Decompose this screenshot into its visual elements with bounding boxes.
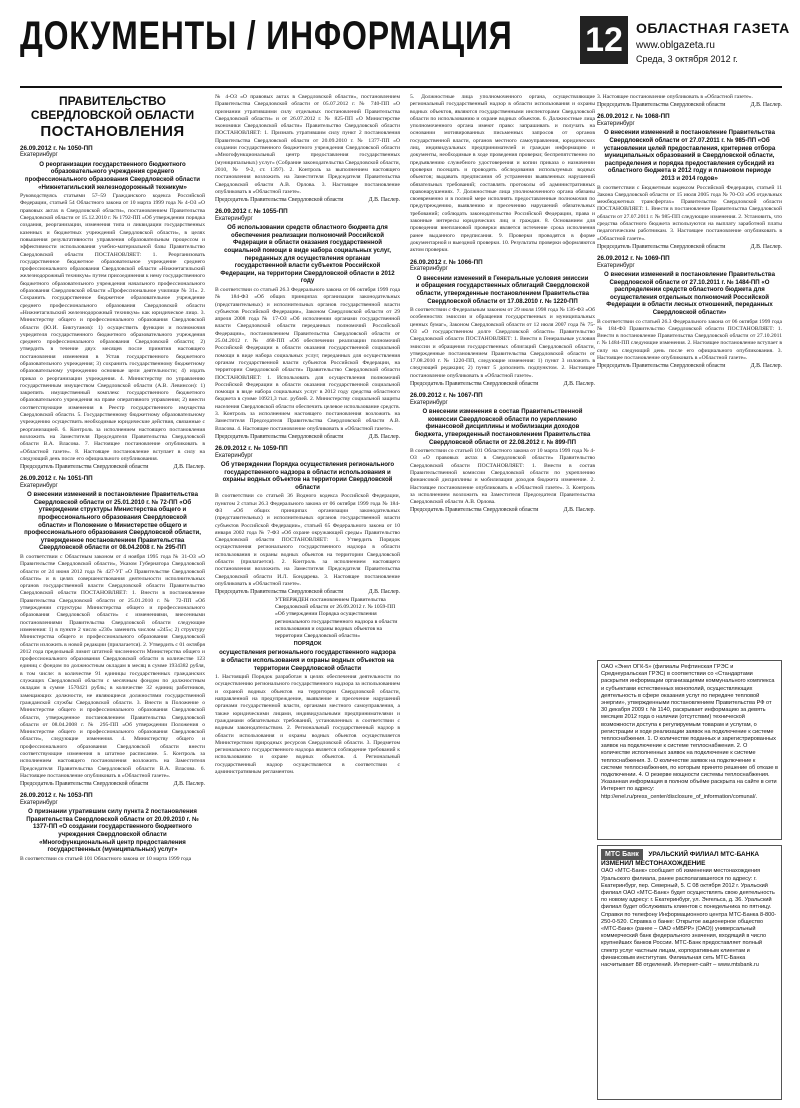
column-4 bbox=[597, 94, 782, 654]
doc-place: Екатеринбург bbox=[20, 152, 58, 159]
doc-body: 5. Должностные лица уполномоченного органа, осуществляющие региональный государственный надзор в области использования и охраны водных объектов, являются государственными инспекторами Свердловской области по использованию и охране водных объектов. 6. Должностные лица уполномоченного органа имеют право: запрашивать и получать на основании мотивированных письменных запросов от органов государственной власти, органов местного самоуправления, юридических лиц, индивидуальных предпринимателей и граждан информацию и документы, необходимые в ходе проведения проверки; беспрепятственно по предъявлению служебного удостоверения и копии приказа о назначении проверки посещать и проводить обследования используемых водных объектов; выдавать предписания об устранении выявленных нарушений обязательных требований; составлять протоколы об административных правонарушениях. 7. Должностные лица уполномоченного органа обязаны своевременно и в полной мере исполнять предоставленные полномочия по предупреждению, выявлению и пресечению нарушений обязательных требований; соблюдать законодательство Российской Федерации, права и законные интересы юридических лиц и граждан. 8. Основанием для проведения внеплановой проверки является истечение срока исполнения ранее выданного предписания. 9. Проверки проводятся в форме документарной и выездной проверки. 10. Результаты проверки оформляются актом проверки. bbox=[410, 94, 595, 254]
doc-title: О внесении изменений в Генеральные условия эмиссии и обращения государственных облигаций Свердловской области, утвержденные постановлением Правительства Свердловской области от 17.08.2010 г. № 1220-ПП bbox=[415, 274, 590, 305]
column-3 bbox=[410, 94, 595, 1094]
doc-number: 26.09.2012 г. № 1055-ПП bbox=[215, 208, 288, 216]
doc-number: 26.09.2012 г. № 1068-ПП bbox=[597, 113, 670, 121]
doc-place: Екатеринбург bbox=[597, 121, 635, 128]
signature-role: Председатель Правительства Свердловской области bbox=[597, 101, 726, 108]
page-number: 12 bbox=[580, 16, 628, 64]
signature-name: Д.В. Паслер. bbox=[750, 101, 782, 108]
signature-name: Д.В. Паслер. bbox=[563, 507, 595, 514]
doc-title: О внесении изменений в постановление Правительства Свердловской области от 25.01.2010 г. № 72-ПП «Об утверждении структуры Министерства общего и профессионального образования Свердловской области» и Положение о Министерстве общего и профессионального образования Свердловской области, утвержденное постановлением Правительства Свердловской области от 08.04.2008 г. № 295-ПП bbox=[24, 491, 201, 552]
signature-role: Председатель Правительства Свердловской области bbox=[215, 196, 344, 203]
signature-role: Председатель Правительства Свердловской области bbox=[597, 362, 726, 369]
issue-date: Среда, 3 октября 2012 г. bbox=[636, 54, 738, 64]
doc-place: Екатеринбург bbox=[215, 215, 253, 222]
signature-role: Председатель Правительства Свердловской области bbox=[410, 380, 539, 387]
doc-body: В соответствии с Бюджетным кодексом Российской Федерации, статьей 11 Закона Свердловской области от 15 июля 2005 года № 70-ОЗ «Об отдельных межбюджетных трансфертах» Правительство Свердловской области ПОСТАНОВЛЯЕТ: 1. Внести в постановление Правительства Свердловской области от 27.07.2011 г. № 985-ПП следующие изменения. 2. Установить, что средства областного бюджета используются на выплату заработной платы педагогическим работникам. 3. Настоящее постановление опубликовать в «Областной газете». bbox=[597, 184, 782, 242]
signature-role: Председатель Правительства Свердловской области bbox=[215, 433, 344, 440]
doc-body: В соответствии со статьей 26.3 Федерального закона от 06 октября 1999 года № 184-ФЗ «Об общих принципах организации законодательных (представительных) и исполнительных органов государственной власти субъектов Российской Федерации», Законом Свердловской области от 29 апреля 2008 года № 17-ОЗ «Об исполнении органами государственной власти Свердловской области переданных полномочий Российской Федерации», постановлением Правительства Свердловской области от 25.04.2012 г. № 468-ПП «Об обеспечении реализации полномочий Российской Федерации в области оказания государственной социальной помощи в виде набора социальных услуг, переданных для осуществления органам государственной власти субъектов Российской Федерации, на территории Свердловской области» Правительство Свердловской области ПОСТАНОВЛЯЕТ: 1. Использовать для осуществления полномочий Российской Федерации в области оказания государственной социальной помощи в виде набора социальных услуг в 2012 году средства областного бюджета в сумме 10921,3 тыс. рублей. 2. Министерству социальной защиты населения Свердловской области обеспечить целевое использование средств. 3. Контроль за исполнением настоящего постановления возложить на Заместителя Председателя Правительства Свердловской области А.В. Власова. 4. Настоящее постановление опубликовать в «Областной газете». bbox=[215, 286, 400, 432]
doc-place: Екатеринбург bbox=[410, 266, 448, 273]
doc-title: О признании утратившим силу пункта 2 постановления Правительства Свердловской области от 20.09.2010 г. № 1377-ПП «О создании государственного бюджетного учреждения Свердловской области «Многофункциональный центр предоставления государственных (муниципальных) услуг» bbox=[26, 808, 199, 854]
doc-number: 26.09.2012 г. № 1050-ПП bbox=[20, 144, 93, 152]
signature-role: Председатель Правительства Свердловской области bbox=[20, 463, 149, 470]
doc-place: Екатеринбург bbox=[410, 399, 448, 406]
resolutions-heading: ПОСТАНОВЛЕНИЯ bbox=[40, 122, 185, 140]
doc-place: Екатеринбург bbox=[597, 262, 635, 269]
signature-name: Д.В. Паслер. bbox=[173, 463, 205, 470]
doc-signature bbox=[410, 507, 595, 514]
order-title: осуществления регионального государственного надзора в области использования и охраны водных объектов на территории Свердловской области bbox=[219, 649, 396, 672]
doc-body: 3. Настоящее постановление опубликовать в «Областной газете». bbox=[597, 94, 753, 100]
doc-body: В соответствии с Областным законом от 4 ноября 1995 года № 31-ОЗ «О Правительстве Свердловской области», Указом Губернатора Свердловской области от 24 июня 2012 года № 427-УГ «О Правительстве Свердловской области» и в целях совершенствования деятельности исполнительных органов государственной власти Свердловской области Правительство Свердловской области ПОСТАНОВЛЯЕТ: 1. Внести в постановление Правительства Свердловской области от 25.01.2010 г. № 72-ПП «Об утверждении структуры Министерства общего и профессионального образования Свердловской области» с изменениями, внесенными постановлениями Правительства Свердловской области следующие изменения: 1) в пункте 2 число «230» заменить числом «245»; 2) структуру Министерства общего и профессионального образования Свердловской области изложить в новой редакции (прилагается). 2. Утвердить с 01 октября 2012 года предельный лимит штатной численности Министерства общего и профессионального образования Свердловской области в количестве 123 единиц с фондом по должностным окладам в месяц в сумме 1934382 рубля, в том числе: в количестве 91 единицы государственных гражданских служащих Свердловской области с месячным фондом по должностным окладам в сумме 1570421 рубль; в количестве 32 единиц работников, замещающих должности, не являющиеся должностями государственной гражданской службы Свердловской области. 3. Внести в Положение о Министерстве общего и профессионального образования Свердловской области, утвержденное постановлением Правительства Свердловской области от 08.04.2008 г. № 295-ПП «Об утверждении Положения о Министерстве общего и профессионального образования Свердловской области», следующие изменения. 4. Министерству общего и профессионального образования Свердловской области внести соответствующие изменения в штатное расписание. 5. Контроль за исполнением настоящего постановления возложить на Заместителя Председателя Правительства Свердловской области В.А. Власова. 6. Настоящее постановление опубликовать в «Областной газете». bbox=[20, 553, 205, 779]
doc-number: 26.09.2012 г. № 1059-ПП bbox=[215, 444, 288, 452]
doc-place: Екатеринбург bbox=[20, 482, 58, 489]
signature-role: Председатель Правительства Свердловской области bbox=[410, 507, 539, 514]
doc-signature bbox=[215, 589, 400, 596]
section-title: ДОКУМЕНТЫ / ИНФОРМАЦИЯ bbox=[20, 14, 513, 58]
signature-name: Д.В. Паслер. bbox=[368, 196, 400, 203]
column-2 bbox=[215, 94, 400, 1094]
ad-header bbox=[601, 849, 778, 868]
doc-number: 26.09.2012 г. № 1067-ПП bbox=[410, 391, 483, 399]
doc-title: Об утверждении Порядка осуществления регионального государственного надзора в области использования и охраны водных объектов на территории Свердловской области bbox=[220, 461, 395, 491]
doc-signature bbox=[215, 434, 400, 441]
doc-place: Екатеринбург bbox=[20, 799, 58, 806]
enel-advertisement bbox=[597, 660, 782, 840]
mts-bank-advertisement bbox=[597, 845, 782, 1100]
doc-signature bbox=[20, 781, 205, 788]
signature-name: Д.В. Паслер. bbox=[750, 362, 782, 369]
doc-body: В соответствии со статьей 26.3 Федерального закона от 06 октября 1999 года № 184-ФЗ Правительство Свердловской области ПОСТАНОВЛЯЕТ: 1. Внести в постановление Правительства Свердловской области от 27.10.2011 г. № 1484-ПП следующие изменения. 2. Настоящее постановление вступает в силу на следующий день после его официального опубликования. 3. Настоящее постановление опубликовать в «Областной газете». bbox=[597, 318, 782, 362]
doc-signature bbox=[410, 381, 595, 388]
ad-body: ОАО «Энел ОГК-5» (филиалы Рефтинская ГРЭС и Среднеуральская ГРЭС) в соответствии со «Стандартами раскрытия информации организациями коммунального комплекса и субъектами естественных монополий, осуществляющих деятельность в сфере оказания услуг по передаче тепловой энергии», утвержденными постановлением Правительства РФ от 30 декабря 2009 г. № 1140, раскрывает информацию за девять месяцев 2012 года о наличии (отсутствии) технической возможности доступа к регулируемым товарам и услугам, о регистрации и ходе реализации заявок на подключение к системе теплоснабжения. 1. О количестве поданных и зарегистрированных заявок на подключение к системе теплоснабжения. 2. О количестве исполненных заявок на подключение к системе теплоснабжения. 3. О количестве заявок на подключение к системе теплоснабжения, по которым принято решение об отказе в подключении. 4. О резерве мощности системы теплоснабжения. Указанная информация в полном объёме раскрыта на сайте в сети Интернет по адресу: http://enel.ru/press_center/disclosure_of_information/comunal/. bbox=[601, 664, 779, 800]
ad-body: ОАО «МТС-Банк» сообщает об изменении местонахождения Уральского филиала, ранее располагавшегося по адресу: г. Екатеринбург, пер. Северный, 5. С 08 октября 2012 г. Уральский филиал ОАО «МТС-Банк» будет осуществлять свою деятельность по новому адресу: г. Екатеринбург, ул. Энгельса, д. 36. Уральский филиал будет обслуживать клиентов с понедельника по пятницу. Справки по телефону Информационного центра МТС-Банка 8-800-250-0-520. Справка о банке: Открытое акционерное общество «МТС-Банк» (ранее – ОАО «МБРР» (ОАО)) универсальный коммерческий банк федерального значения, входящий в число крупнейших банков России. МТС-Банк предоставляет полный спектр услуг частным лицам, корпоративным клиентам и финансовым институтам. Филиальная сеть МТС-Банка насчитывает 88 отделений. Интернет-сайт – www.mtsbank.ru bbox=[601, 868, 777, 969]
signature-name: Д.В. Паслер. bbox=[368, 433, 400, 440]
signature-role: Председатель Правительства Свердловской области bbox=[215, 588, 344, 595]
doc-body: В соответствии со статьей 101 Областного закона от 10 марта 1999 года № 4-ОЗ «О правовых актах в Свердловской области» Правительство Свердловской области ПОСТАНОВЛЯЕТ: 1. Внести в состав Правительственной комиссии Свердловской области по укреплению финансовой дисциплины и мобилизации доходов бюджета изменение. 2. Настоящее постановление опубликовать в «Областной газете». 3. Контроль за исполнением возложить на Заместителя Председателя Правительства Свердловской области А.В. Орлова. bbox=[410, 448, 595, 506]
approval-note: УТВЕРЖДЕН постановлением Правительства Свердловской области от 26.09.2012 г. № 1059-ПП «Об утверждении Порядка осуществления регионального государственного надзора в области использования и охраны водных объектов на территории Свердловской области» bbox=[275, 596, 398, 640]
doc-signature bbox=[597, 363, 782, 370]
doc-number: 26.09.2012 г. № 1066-ПП bbox=[410, 258, 483, 266]
doc-title: О внесении изменения в состав Правительственной комиссии Свердловской области по укреплению финансовой дисциплины и мобилизации доходов бюджета, утвержденный постановлением Правительства Свердловской области от 22.08.2012 г. № 899-ПП bbox=[414, 408, 591, 446]
order-heading: ПОРЯДОК bbox=[293, 641, 322, 648]
government-heading: ПРАВИТЕЛЬСТВО СВЕРДЛОВСКОЙ ОБЛАСТИ bbox=[30, 94, 195, 122]
doc-body: В соответствии со статьей 36 Водного кодекса Российской Федерации, пунктом 2 статьи 26.3 Федерального закона от 06 октября 1999 года № 184-ФЗ «Об общих принципах организации законодательных (представительных) и исполнительных органов государственной власти субъектов Российской Федерации», статьей 65 Федерального закона от 10 января 2002 года № 7-ФЗ «Об охране окружающей среды» Правительство Свердловской области ПОСТАНОВЛЯЕТ: 1. Утвердить Порядок осуществления регионального государственного надзора в области использования и охраны водных объектов на территории Свердловской области (прилагается). 2. Контроль за исполнением настоящего постановления возложить на Заместителя Председателя Правительства Свердловской области И.Л. Бондарева. 3. Настоящее постановление опубликовать в «Областной газете». bbox=[215, 493, 400, 587]
doc-place: Екатеринбург bbox=[215, 452, 253, 459]
doc-body: В соответствии с Федеральным законом от 29 июля 1998 года № 136-ФЗ «Об особенностях эмиссии и обращения государственных и муниципальных ценных бумаг», Законом Свердловской области от 12 июля 2007 года № 75-ОЗ «О государственном долге Свердловской области» Правительство Свердловской области ПОСТАНОВЛЯЕТ: 1. Внести в Генеральные условия эмиссии и обращения государственных облигаций Свердловской области, утвержденные постановлением Правительства Свердловской области от 17.08.2010 г. № 1220-ПП, следующие изменения: 1) пункт 3 изложить в следующей редакции; 2) пункт 5 дополнить подпунктом. 2. Настоящее постановление опубликовать в «Областной газете». bbox=[410, 307, 595, 379]
doc-number: 26.09.2012 г. № 1051-ПП bbox=[20, 475, 93, 483]
ad-headline: УРАЛЬСКИЙ ФИЛИАЛ МТС-БАНКА ИЗМЕНИЛ МЕСТОНАХОЖДЕНИЕ bbox=[601, 851, 760, 868]
order-body: 1. Настоящий Порядок разработан в целях обеспечения деятельности по осуществлению регионального государственного надзора за использованием и охраной водных объектов на территории Свердловской области, направленной на предупреждение, выявление и пресечение нарушений органами государственной власти, органами местного самоуправления, а также юридическими лицами, индивидуальными предпринимателями и гражданами обязательных требований, установленных в соответствии с водным законодательством. 2. Региональный государственный надзор в области использования и охраны водных объектов осуществляется Министерством природных ресурсов Свердловской области. 3. Предметом регионального государственного надзора является соблюдение требований к использованию и охране водных объектов. 4. Региональный государственный надзор осуществляется в соответствии с административным регламентом. bbox=[215, 674, 400, 776]
doc-signature bbox=[597, 244, 782, 251]
doc-number: 26.09.2012 г. № 1069-ПП bbox=[597, 254, 670, 262]
signature-name: Д.В. Паслер. bbox=[173, 780, 205, 787]
signature-name: Д.В. Паслер. bbox=[750, 243, 782, 250]
doc-title: О реорганизации государственного бюджетного образовательного учреждения среднего профессионального образования Свердловской области «Нижнетагильский железнодорожный техникум» bbox=[24, 160, 201, 191]
signature-role: Председатель Правительства Свердловской области bbox=[20, 780, 149, 787]
doc-number: 26.09.2012 г. № 1053-ПП bbox=[20, 792, 93, 800]
doc-title: О внесении изменений в постановление Правительства Свердловской области от 27.07.2011 г. № 985-ПП «Об установлении целей предоставления, критериев отбора муниципальных образований в Свердловской области, распределения и порядка предоставления субсидий из областного бюджета в 2012 году и плановом периоде 2013 и 2014 годов» bbox=[603, 129, 776, 182]
column-1 bbox=[20, 94, 205, 1094]
doc-signature bbox=[597, 102, 782, 109]
doc-body: № 4-ОЗ «О правовых актах в Свердловской области», постановлением Правительства Свердловской области от 05.07.2012 г. № 740-ПП «О признании утратившими силу отдельных постановлений Правительства Свердловской области» и от 26.07.2012 г. № 825-ПП «О Министерстве экономики Свердловской области» Правительство Свердловской области ПОСТАНОВЛЯЕТ: 1. Признать утратившим силу пункт 2 постановления Правительства Свердловской области от 20.09.2010 г. № 1377-ПП «О создании государственного бюджетного учреждения Свердловской области «Многофункциональный центр предоставления государственных (муниципальных) услуг» (Собрание законодательства Свердловской области, 2010, № 9-2, ст. 1397). 2. Контроль за выполнением настоящего постановления возложить на Заместителя Председателя Правительства Свердловской области А.В. Орлова. 3. Настоящее постановление опубликовать в «Областной газете». bbox=[215, 94, 400, 195]
doc-title: Об использовании средств областного бюджета для обеспечения реализации полномочий Российской Федерации в области оказания государственной социальной помощи в виде набора социальных услуг, переданных для осуществления органам государственной власти субъектов Российской Федерации, на территории Свердловской области в 2012 году bbox=[220, 224, 395, 285]
masthead bbox=[20, 14, 790, 88]
signature-name: Д.В. Паслер. bbox=[368, 588, 400, 595]
signature-role: Председатель Правительства Свердловской области bbox=[597, 243, 726, 250]
doc-signature bbox=[20, 464, 205, 471]
doc-title: О внесении изменений в постановление Правительства Свердловской области от 27.10.2011 г. № 1484-ПП «О распределении средств областного бюджета для осуществления отдельных полномочий Российской Федерации в области лесных отношений, переданных Свердловской области» bbox=[604, 270, 775, 316]
doc-body: В соответствии со статьей 101 Областного закона от 10 марта 1999 года bbox=[20, 855, 192, 862]
doc-signature bbox=[215, 197, 400, 204]
newspaper-name: ОБЛАСТНАЯ ГАЗЕТА bbox=[636, 20, 790, 36]
doc-body: Руководствуясь статьями 57–59 Гражданского кодекса Российской Федерации, статьей 54 Областного закона от 10 марта 1999 года № 4-ОЗ «О правовых актах в Свердловской области», постановлением Правительства Свердловской области от 15.12.2010 г. № 1792-ПП «Об утверждении порядка создания, реорганизации, изменения типа и ликвидации государственных казенных и бюджетных учреждений Свердловской области», в целях повышения результативности управления образовательным процессом и эффективности использования учебно-материальной базы Правительство Свердловской области ПОСТАНОВЛЯЕТ: 1. Реорганизовать государственное бюджетное образовательное учреждение среднего профессионального образования Свердловской области «Нижнетагильский железнодорожный техникум» путем присоединения к нему государственного бюджетного образовательного учреждения начального профессионального образования Свердловской области «Профессиональное училище № 31». 2. Сохранить государственное бюджетное образовательное учреждение среднего профессионального образования Свердловской области «Нижнетагильский железнодорожный техникум» как юридическое лицо. 3. Министерству общего и профессионального образования Свердловской области (Ю.И. Биктуганов): 1) осуществить функции и полномочия учредителя государственного бюджетного образовательного учреждения среднего профессионального образования Свердловской области; 2) утвердить в течение двух месяцев после принятия настоящего постановления изменения в Устав государственного бюджетного образовательного учреждения; 3) сохранить государственному бюджетному образовательному учреждению основные цели деятельности; 4) издать приказ о реорганизации учреждения. 4. Министерству по управлению государственным имуществом Свердловской области (А.В. Левинсон): 1) закрепить имущественный комплекс государственного бюджетного образовательного учреждения на праве оперативного управления; 2) внести соответствующие изменения в Реестр государственного имущества Свердловской области. 5. Государственному бюджетному образовательному учреждению осуществить необходимые юридические действия, связанные с реорганизацией. 6. Контроль за исполнением настоящего постановления возложить на Заместителя Председателя Правительства Свердловской области В.А. Власова. 7. Настоящее постановление опубликовать в «Областной газете». 8. Настоящее постановление вступает в силу на следующий день после его официального опубликования. bbox=[20, 193, 205, 462]
website-link[interactable]: www.oblgazeta.ru bbox=[636, 40, 715, 51]
signature-name: Д.В. Паслер. bbox=[563, 380, 595, 387]
mts-bank-logo: МТС Банк bbox=[601, 849, 643, 860]
